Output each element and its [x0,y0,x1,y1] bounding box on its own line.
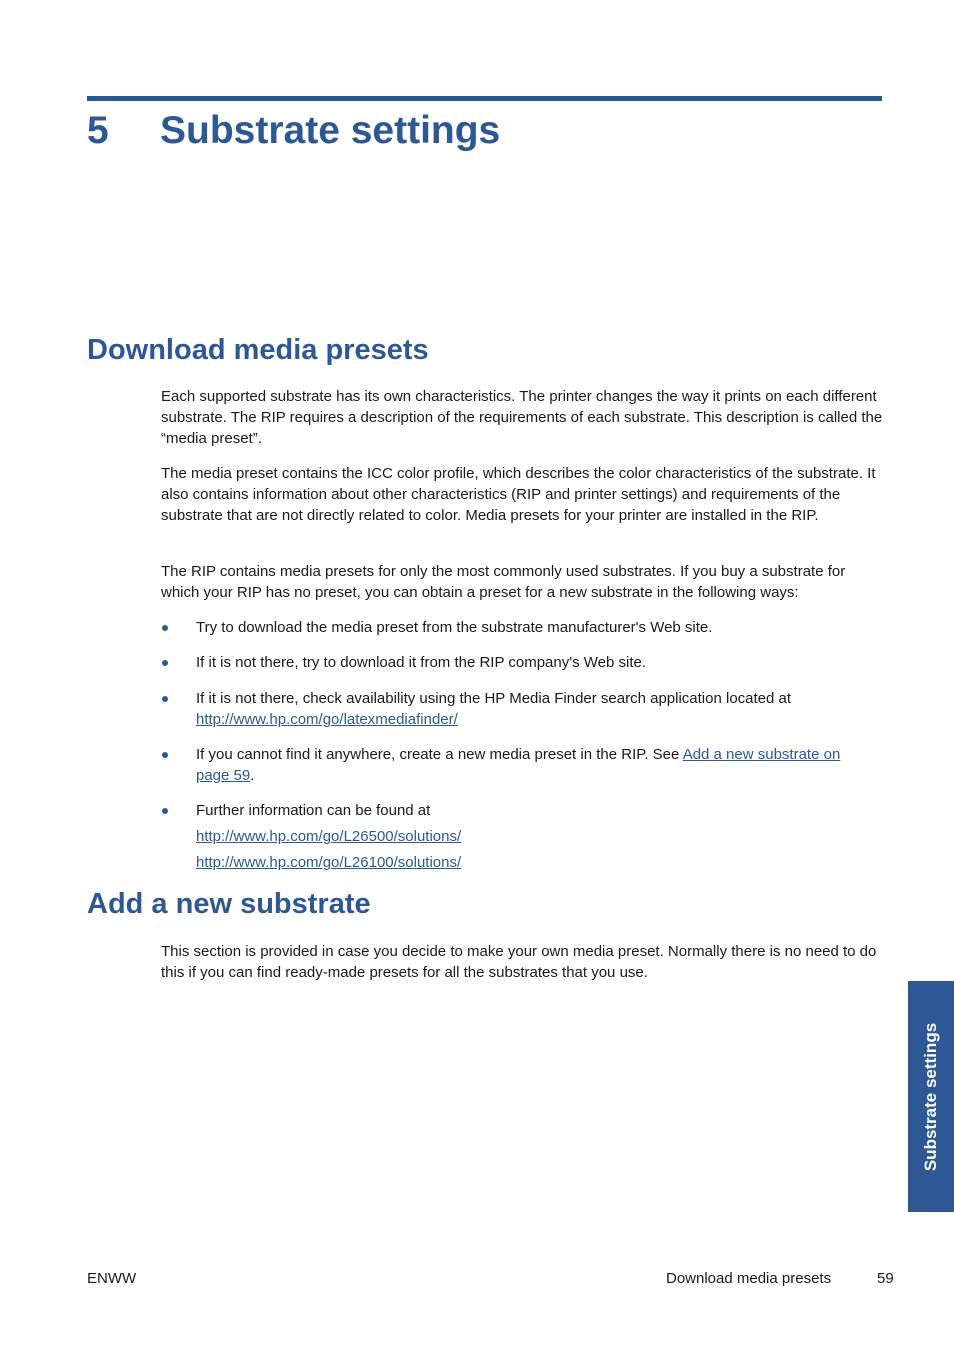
footer-section-title: Download media presets [666,1270,832,1287]
list-item-text-prefix: Further information can be found at [196,802,431,819]
bullet-icon [162,808,168,814]
footer-enww: ENWW [87,1270,137,1287]
section-heading-download-media-presets: Download media presets [87,334,429,366]
footer-page-number: 59 [877,1270,894,1287]
chapter-number: 5 [87,109,109,152]
paragraph-rip-presets: The RIP contains media presets for only the most commonly used substrates. If you buy a substrate for which your RIP has no preset, you can obtain a preset for a new substrate in the following ways: [161,563,846,601]
list-item-text [196,800,856,873]
chapter-rule [87,96,882,101]
bullet-icon [162,660,168,666]
bullet-icon [162,752,168,758]
list-item-text-prefix: If it is not there, check availability using the HP Media Finder search application located at [196,690,792,707]
list-item [161,744,883,786]
chapter-title [87,106,500,156]
list-item [161,617,883,638]
paragraph-media-preset: The media preset contains the ICC color profile, which describes the color characteristics of the substrate. It also contains information about other characteristics (RIP and printer settings) and requirements of the substrate that are not directly related to color. Media presets for your printer are installed in the RIP. [161,465,876,524]
add-new-substrate-link[interactable]: Add a new substrate on page 59 [196,746,841,784]
side-tab-label: Substrate settings [921,1022,940,1171]
bullet-icon [162,625,168,631]
list-item [161,688,883,730]
chapter-title-text: Substrate settings [160,109,501,152]
latexmediafinder-link[interactable]: http://www.hp.com/go/latexmediafinder/ [196,711,458,728]
list-item-text [196,688,856,730]
list-item-text: Try to download the media preset from the substrate manufacturer's Web site. [196,619,713,636]
bullet-icon [162,696,168,702]
side-chapter-tab [908,981,954,1212]
l26500-solutions-link[interactable]: http://www.hp.com/go/L26500/solutions/ [196,828,462,845]
paragraph-add-substrate: This section is provided in case you decide to make your own media preset. Normally there is no need to do this if you can find ready-made presets for all the substrates that you use. [161,943,877,981]
paragraph-intro: Each supported substrate has its own characteristics. The printer changes the way it prints on each different substrate. The RIP requires a description of the requirements of each substrate. This description is called the “media preset”. [161,388,883,447]
list-item [161,652,883,673]
l26100-solutions-link[interactable]: http://www.hp.com/go/L26100/solutions/ [196,854,462,871]
list-item-text-prefix: If you cannot find it anywhere, create a new media preset in the RIP. See [196,746,683,763]
list-item-text: If it is not there, try to download it from the RIP company's Web site. [196,654,647,671]
list-item-text [196,744,856,786]
list-item-text-suffix: . [250,767,255,784]
section-heading-add-new-substrate: Add a new substrate [87,888,371,920]
list-item [161,800,883,873]
